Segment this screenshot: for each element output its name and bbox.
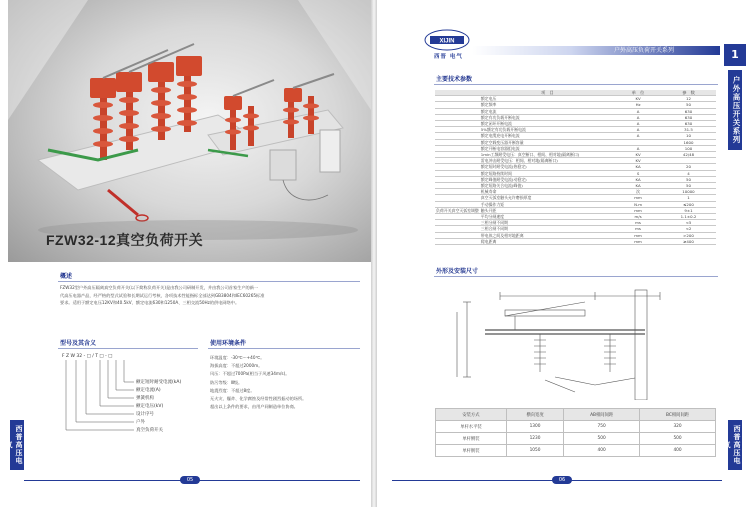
spec-unit-cell: A: [615, 145, 661, 151]
spec-value-cell: 50: [661, 183, 716, 189]
environment-heading: 使用环境条件: [210, 340, 247, 347]
environment-line: 防污等级：Ⅲ级。: [210, 379, 243, 385]
model-heading: 型号及其含义: [60, 340, 97, 347]
spec-value-cell: 630: [661, 114, 716, 120]
spec-item-cell: 手动操作力矩: [480, 201, 615, 207]
right-side-tab-bottom: 西普高压电气: [728, 420, 742, 470]
spec-col-value: 参 数: [661, 90, 716, 96]
dimension-cell: 单杆侧装: [436, 433, 507, 445]
spec-unit-cell: A: [615, 133, 661, 139]
spec-item-cell: 额定短路关合电流(峰值): [480, 183, 615, 189]
spec-unit-cell: KV: [615, 158, 661, 164]
dimension-cell: 400: [640, 445, 716, 457]
overview-text: [60, 284, 360, 307]
product-photo: [8, 0, 371, 262]
spec-value-cell: 630: [661, 108, 716, 114]
left-side-tab: 西普高压电气: [10, 420, 24, 470]
logo-mark: XIJIN: [439, 38, 455, 45]
spec-unit-cell: ms: [615, 220, 661, 226]
spec-item-cell: 1min工频耐受电压：真空断口、相间、相对地(隔离断口): [480, 152, 615, 158]
spec-unit-cell: ms: [615, 226, 661, 232]
spec-value-cell: 31.5: [661, 127, 716, 133]
spec-divider: [434, 84, 718, 85]
model-label: 户外: [136, 420, 145, 425]
installation-drawing: [445, 282, 705, 400]
dimension-cell: 单杆倒装: [436, 445, 507, 457]
spec-item-cell: 雷电冲击耐受电压：相间、相对地(隔离断口): [480, 158, 615, 164]
spec-value-cell: 630: [661, 121, 716, 127]
spec-value-cell: 50: [661, 176, 716, 182]
spec-item-cell: 额定闭环开断电流: [480, 121, 615, 127]
spec-value-cell: 50: [661, 102, 716, 108]
spec-unit-cell: 次: [615, 189, 661, 195]
spec-unit-cell: N.m: [615, 201, 661, 207]
chapter-number: 1: [724, 44, 746, 66]
dimension-cell: 400: [564, 445, 640, 457]
model-label: 弹簧机构: [136, 396, 154, 401]
product-title: FZW32-12真空负荷开关: [46, 232, 204, 248]
spec-unit-cell: KV: [615, 96, 661, 102]
dim-col-ab: AB相间间距: [564, 409, 640, 421]
spec-value-cell: >200: [661, 232, 716, 238]
spec-unit-cell: KA: [615, 164, 661, 170]
spec-item-cell: 三相分闸不同期: [480, 220, 615, 226]
spec-item-cell: 额定峰值耐受电流(动稳定): [480, 176, 615, 182]
spec-unit-cell: A: [615, 108, 661, 114]
spec-item-cell: 额定电压: [480, 96, 615, 102]
spec-value-cell: 1: [661, 195, 716, 201]
spec-value-cell: 10000: [661, 189, 716, 195]
dimension-cell: 320: [640, 421, 716, 433]
spec-group-cell: [435, 238, 480, 244]
overview-heading: 概述: [60, 273, 73, 280]
dimension-table: [435, 408, 716, 457]
spec-item-cell: 平均分闸速度: [480, 214, 615, 220]
spec-unit-cell: A: [615, 121, 661, 127]
spec-col-unit: 单 位: [615, 90, 661, 96]
spec-unit-cell: mm: [615, 207, 661, 213]
model-code: F Z W 32 - □ / T □ - □: [62, 354, 113, 359]
environment-line: 风压：不超过700Pa(相当于风速34m/s)。: [210, 371, 290, 377]
dimension-divider: [434, 276, 718, 277]
spec-row: [435, 238, 716, 244]
spec-item-cell: 三相合闸不同期: [480, 226, 615, 232]
dimension-row: [436, 433, 716, 445]
spec-item-cell: 额定短时耐受电流(热稳定): [480, 164, 615, 170]
model-label: 额定电压(kV): [136, 404, 164, 409]
right-page-number: 06: [552, 476, 572, 484]
spec-value-cell: <2: [661, 226, 716, 232]
spec-value-cell: ≤200: [661, 201, 716, 207]
overview-line: 代高压电器产品，经严格的型式试验和长期试运行考核，各项技术性能指标全部达到GB3804和IEC60265标准: [60, 292, 265, 298]
spec-item-cell: 额定开断电容器组电流: [480, 145, 615, 151]
model-label: 额定短时耐受电流(kA): [136, 380, 182, 385]
logo-company-name: 西晋 电气: [434, 54, 463, 60]
spec-item-cell: 额定频率: [480, 102, 615, 108]
model-divider: [58, 348, 198, 349]
overview-line: 要求。适用于额定电压12KV和40.5kV、额定电流630和1250A、三相交流50Hz的供电网络中。: [60, 300, 240, 305]
spec-table: [435, 90, 716, 245]
spec-item-cell: 5%额定有功负载开断电流: [480, 127, 615, 133]
dimension-heading: 外形及安装尺寸: [436, 268, 479, 275]
spec-unit-cell: mm: [615, 238, 661, 244]
dimension-cell: 500: [564, 433, 640, 445]
spec-col-item: 项 目: [480, 90, 615, 96]
environment-line: 超出以上条件的要求，由用户同制造单位协商。: [210, 404, 298, 410]
spec-item-cell: 带电体之间及相对地距离: [480, 232, 615, 238]
dimension-cell: 750: [564, 421, 640, 433]
spec-value-cell: 42/48: [661, 152, 716, 158]
spec-item-cell: 额定电缆充电开断电流: [480, 133, 615, 139]
spec-item-cell: 额定有功负载开断电流: [480, 114, 615, 120]
dim-col-width: 横向宽度: [506, 409, 563, 421]
spec-value-cell: 100: [661, 145, 716, 151]
spec-item-cell: 额定电流: [480, 108, 615, 114]
spec-item-cell: 真空灭弧室触头允许磨损厚度: [480, 195, 615, 201]
left-page-number: 05: [180, 476, 200, 484]
spec-unit-cell: KA: [615, 183, 661, 189]
dimension-cell: 500: [640, 433, 716, 445]
dimension-row: [436, 445, 716, 457]
spec-item-cell: 机械寿命: [480, 189, 615, 195]
spec-value-cell: 1600: [661, 139, 716, 145]
dimension-cell: 1050: [506, 445, 563, 457]
spec-unit-cell: A: [615, 127, 661, 133]
dimension-header-row: [436, 409, 716, 421]
environment-line: 无火灾、爆炸、化学腐蚀及经常性剧烈振动的场所。: [210, 396, 307, 402]
spec-item-cell: 额定空载变压器开断容量: [480, 139, 615, 145]
header-bar: [472, 46, 720, 55]
overview-divider: [58, 281, 360, 282]
model-label: 额定电流(A): [136, 388, 161, 393]
spec-value-cell: 10: [661, 133, 716, 139]
spec-value-cell: 9±1: [661, 207, 716, 213]
spec-unit-cell: mm: [615, 195, 661, 201]
spec-value-cell: 12: [661, 96, 716, 102]
environment-line: 地震烈度：不超过8度。: [210, 387, 255, 393]
model-label: 设计序号: [136, 412, 154, 417]
spec-unit-cell: KA: [615, 176, 661, 182]
right-side-tab-top: 户外高压开关系列: [728, 70, 742, 150]
spec-value-cell: 1.1±0.2: [661, 214, 716, 220]
dimension-cell: 1300: [506, 421, 563, 433]
model-label: 真空负荷开关: [136, 428, 163, 433]
environment-divider: [208, 348, 360, 349]
environment-line: 海拔高度：不超过2000m。: [210, 363, 263, 369]
spec-unit-cell: A: [615, 114, 661, 120]
spec-unit-cell: Hz: [615, 102, 661, 108]
environment-text: [210, 354, 360, 411]
spec-value-cell: <5: [661, 220, 716, 226]
spec-heading: 主要技术参数: [436, 76, 473, 83]
environment-line: 环境温度：-30℃～+40℃。: [210, 355, 265, 360]
dim-col-mount: 安装方式: [436, 409, 507, 421]
spec-group-cell: 负荷开关真空灭弧室调整: [436, 207, 479, 213]
model-leader-lines: [62, 360, 142, 442]
spec-value-cell: ≥400: [661, 238, 716, 244]
spec-item-cell: 爬电距离: [480, 238, 615, 244]
spec-value-cell: 20: [661, 164, 716, 170]
spec-item-cell: 触头开距: [480, 207, 615, 213]
overview-line: FZW32型户外高压隔离真空负荷开关(以下简称负荷开关)是由我公司研制开发，并由我公司首家生产的新一: [60, 285, 259, 290]
spec-item-cell: 额定短路持续时间: [480, 170, 615, 176]
series-title: 户外高压负荷开关系列: [614, 47, 675, 54]
spec-unit-cell: S: [615, 170, 661, 176]
spec-unit-cell: mm: [615, 232, 661, 238]
dimension-row: [436, 421, 716, 433]
spec-value-cell: 4: [661, 170, 716, 176]
spec-unit-cell: m/s: [615, 214, 661, 220]
dimension-cell: 1230: [506, 433, 563, 445]
dim-col-bc: BC相间间距: [640, 409, 716, 421]
spec-unit-cell: KV: [615, 152, 661, 158]
dimension-cell: 单杆水平装: [436, 421, 507, 433]
